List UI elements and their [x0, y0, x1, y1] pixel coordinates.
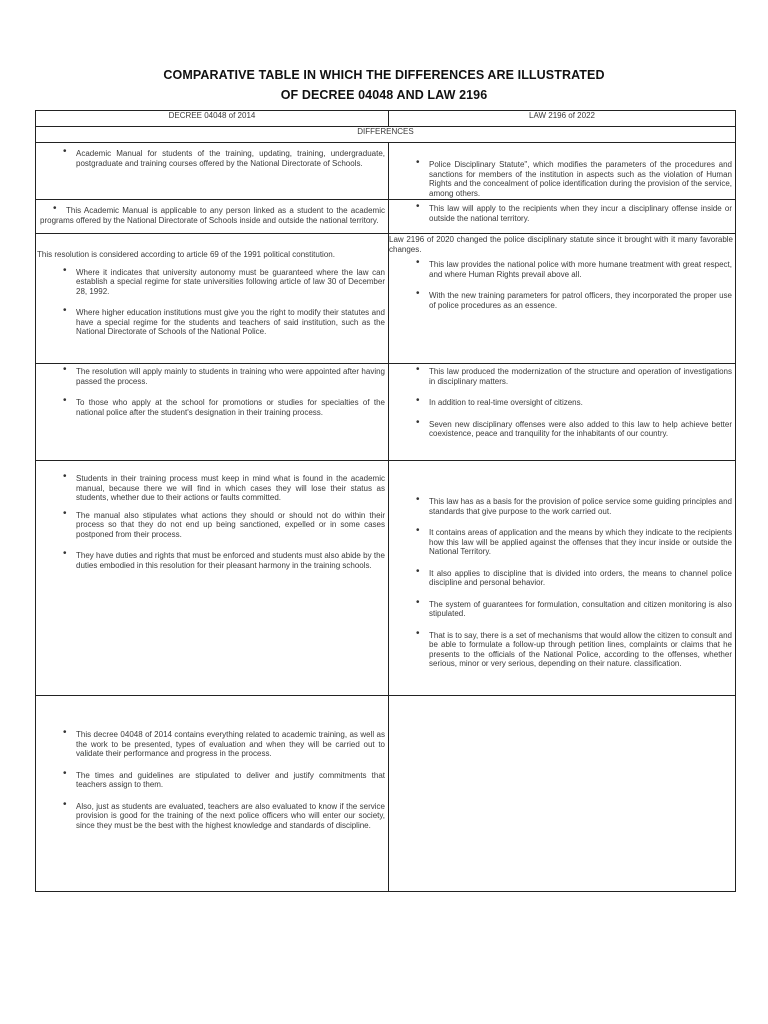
list-item: • It contains areas of application and the means by which they indicate to the recipients how this law will be applied against the offenses that they incur inside or outside the National Territory. [429, 528, 732, 557]
table-row [36, 143, 736, 200]
decree-cell [36, 364, 389, 461]
law-cell-empty [389, 696, 736, 892]
decree-cell [36, 461, 389, 696]
list-item: • Where it indicates that university autonomy must be guaranteed where the law can establish a special regime for state universities following article of law 30 of December 28, 1992. [76, 268, 385, 297]
list-item: • In addition to real-time oversight of citizens. [429, 398, 732, 408]
row-intro-text: Law 2196 of 2020 changed the police disciplinary statute since it brought with it many favorable changes. [389, 235, 733, 254]
comparison-table [35, 110, 736, 892]
table-row [36, 461, 736, 696]
list-item: • The resolution will apply mainly to students in training who were appointed after having passed the process. [76, 367, 385, 386]
table-header-row [36, 111, 736, 127]
law-cell [389, 200, 736, 234]
table-row [36, 200, 736, 234]
bullet-list [36, 367, 388, 417]
document-title-line-2: OF DECREE 04048 AND LAW 2196 [280, 88, 488, 102]
decree-cell [36, 200, 389, 234]
list-item: • Seven new disciplinary offenses were also added to this law to help achieve better coexistence, peace and tranquility for the inhabitants of our country. [429, 420, 732, 439]
list-item: • They have duties and rights that must be enforced and students must also abide by the duties embodied in this resolution for their pleasant harmony in the training schools. [76, 551, 385, 570]
law-cell [389, 143, 736, 200]
decree-cell [36, 143, 389, 200]
bullet-list [36, 149, 388, 168]
bullet-list [389, 497, 735, 669]
list-item: • Police Disciplinary Statute", which modifies the parameters of the procedures and sanctions for members of the institution in aspects such as the violation of Human Rights and the concealment of police identification during the provision of the service, among others. [429, 160, 732, 198]
bullet-list [36, 730, 388, 830]
decree-cell [36, 696, 389, 892]
row-intro-text: This resolution is considered according to article 69 of the 1991 political constitution. [37, 250, 335, 259]
bullet-list [36, 474, 388, 570]
bullet-list [36, 206, 388, 225]
bullet-list [389, 367, 735, 439]
list-item: • The times and guidelines are stipulated to deliver and justify commitments that teachers assign to them. [76, 771, 385, 790]
bullet-list [389, 260, 735, 310]
law-cell [389, 234, 736, 364]
list-item: • The system of guarantees for formulation, consultation and citizen monitoring is also stipulated. [429, 600, 732, 619]
list-item: • It also applies to discipline that is divided into orders, the means to channel police discipline and personal behavior. [429, 569, 732, 588]
list-item: • Also, just as students are evaluated, teachers are also evaluated to know if the service provision is good for the training of the next police officers who will enter our society, since they must be the best with the highest knowledge and standards of discipline. [76, 802, 385, 831]
list-item: • This decree 04048 of 2014 contains everything related to academic training, as well as the work to be presented, types of evaluation and when they will be carried out to validate their performance and progress in the process. [76, 730, 385, 759]
column-header-law: LAW 2196 of 2022 [389, 111, 736, 127]
list-item: • Students in their training process must keep in mind what is found in the academic manual, because there we will find in which cases they will lose their status as students, whether due to their actions or faults committed. [76, 474, 385, 503]
table-row [36, 234, 736, 364]
list-item: • This law has as a basis for the provision of police service some guiding principles and standards that give purpose to the work carried out. [429, 497, 732, 516]
table-subheader-row [36, 127, 736, 143]
list-item: • This law produced the modernization of the structure and operation of investigations in disciplinary matters. [429, 367, 732, 386]
list-item: • Academic Manual for students of the training, updating, training, undergraduate, postgraduate and training courses offered by the National Directorate of Schools. [76, 149, 385, 168]
list-item: • To those who apply at the school for promotions or studies for specialties of the national police after the student's designation in their training process. [76, 398, 385, 417]
column-header-decree: DECREE 04048 of 2014 [36, 111, 389, 127]
list-item: • This law provides the national police with more humane treatment with great respect, and where Human Rights prevail above all. [429, 260, 732, 279]
differences-label: DIFFERENCES [36, 127, 736, 143]
law-cell [389, 364, 736, 461]
law-cell [389, 461, 736, 696]
list-item: • With the new training parameters for patrol officers, they incorporated the proper use of police procedures as an essence. [429, 291, 732, 310]
bullet-list [36, 268, 388, 337]
bullet-list [389, 204, 735, 223]
table-row [36, 696, 736, 892]
list-item: • This Academic Manual is applicable to any person linked as a student to the academic programs offered by the National Directorate of Schools inside and outside the national territory. [40, 206, 385, 225]
bullet-list [389, 160, 735, 198]
document-title-line-1: COMPARATIVE TABLE IN WHICH THE DIFFERENCES ARE ILLUSTRATED [163, 68, 605, 82]
table-row [36, 364, 736, 461]
list-item: • That is to say, there is a set of mechanisms that would allow the citizen to consult and be able to formulate a follow-up through petition lines, complaints or claims that he presents to the officials of the National Police, according to the offenses, whether serious, minor or very serious, depending on their nature. classification. [429, 631, 732, 669]
list-item: • This law will apply to the recipients when they incur a disciplinary offense inside or outside the national territory. [429, 204, 732, 223]
list-item: • The manual also stipulates what actions they should or should not do within their process so that they do not end up being sanctioned, expelled or in some cases postponed from their process. [76, 511, 385, 540]
decree-cell [36, 234, 389, 364]
list-item: • Where higher education institutions must give you the right to modify their statutes and have a special regime for the students and teachers of said institution, such as the National Directorate of Schools of the National Police. [76, 308, 385, 337]
